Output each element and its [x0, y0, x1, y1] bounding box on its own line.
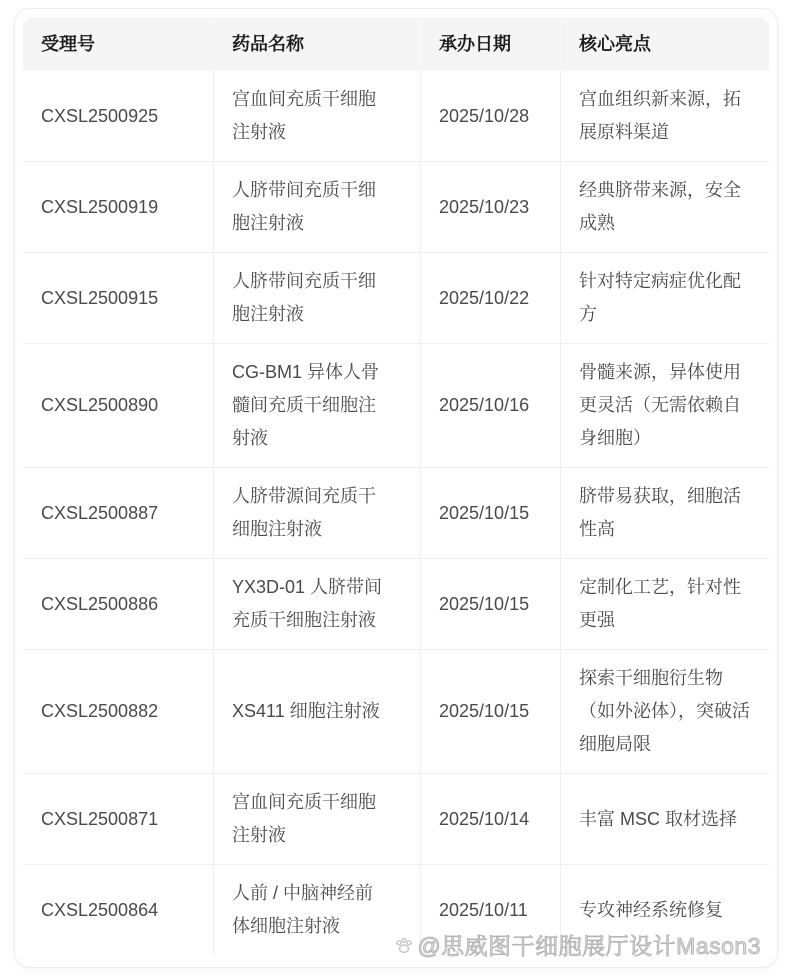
cell-drug-name — [213, 162, 420, 253]
highlight-text: 探索干细胞衍生物（如外泌体），突破活细胞局限 — [579, 668, 750, 754]
cell-drug-name — [213, 344, 420, 468]
drug-name-text: 人脐带源间充质干细胞注射液 — [232, 486, 376, 539]
col-header-acceptance-no: 受理号 — [23, 17, 213, 71]
drug-name-text: 宫血间充质干细胞注射液 — [232, 792, 376, 845]
cell-drug-name — [213, 774, 420, 865]
highlight-text: 专攻神经系统修复 — [579, 899, 723, 920]
highlight-text: 经典脐带来源，安全成熟 — [579, 180, 741, 233]
watermark-text: @思威图干细胞展厅设计Mason3 — [417, 933, 761, 959]
table-row — [23, 774, 769, 865]
drug-name-text: 人脐带间充质干细胞注射液 — [232, 271, 376, 324]
cell-date — [420, 774, 560, 865]
drug-name-text: 人脐带间充质干细胞注射液 — [232, 180, 376, 233]
date-text: 2025/10/23 — [439, 196, 530, 217]
cell-date — [420, 468, 560, 559]
cell-highlight — [560, 559, 769, 650]
highlight-text: 定制化工艺，针对性更强 — [579, 577, 741, 630]
cell-acceptance-no — [23, 253, 213, 344]
cell-highlight — [560, 162, 769, 253]
cell-acceptance-no — [23, 774, 213, 865]
table-row — [23, 559, 769, 650]
table-row — [23, 344, 769, 468]
drug-name-text: XS411 细胞注射液 — [232, 701, 380, 721]
acceptance-no-text: CXSL2500887 — [41, 502, 159, 523]
date-text: 2025/10/15 — [439, 593, 530, 614]
cell-acceptance-no — [23, 559, 213, 650]
date-text: 2025/10/16 — [439, 395, 530, 415]
table-row — [23, 253, 769, 344]
cell-highlight — [560, 344, 769, 468]
acceptance-no-text: CXSL2500864 — [41, 899, 159, 920]
cell-highlight — [560, 253, 769, 344]
highlight-text: 丰富 MSC 取材选择 — [579, 808, 738, 829]
acceptance-no-text: CXSL2500919 — [41, 196, 159, 217]
table-card — [14, 8, 778, 968]
cell-acceptance-no — [23, 865, 213, 955]
cell-acceptance-no — [23, 344, 213, 468]
acceptance-no-text: CXSL2500886 — [41, 593, 159, 614]
table-row — [23, 71, 769, 162]
date-text: 2025/10/22 — [439, 287, 530, 308]
highlight-text: 针对特定病症优化配方 — [579, 271, 741, 324]
table-header-row — [23, 17, 769, 71]
cell-highlight — [560, 865, 769, 955]
cell-date — [420, 71, 560, 162]
cell-drug-name — [213, 253, 420, 344]
drug-name-text: YX3D-01 人脐带间充质干细胞注射液 — [232, 577, 383, 630]
cell-date — [420, 650, 560, 774]
drug-name-text: CG-BM1 异体人骨髓间充质干细胞注射液 — [232, 362, 380, 448]
cell-highlight — [560, 650, 769, 774]
table-row — [23, 468, 769, 559]
cell-date — [420, 162, 560, 253]
acceptance-no-text: CXSL2500915 — [41, 287, 159, 308]
date-text: 2025/10/15 — [439, 502, 530, 523]
col-header-highlight: 核心亮点 — [560, 17, 769, 71]
date-text: 2025/10/28 — [439, 105, 530, 126]
col-header-date: 承办日期 — [420, 17, 560, 71]
cell-drug-name — [213, 559, 420, 650]
table-row — [23, 162, 769, 253]
drug-name-text: 宫血间充质干细胞注射液 — [232, 89, 376, 142]
cell-highlight — [560, 71, 769, 162]
cell-date — [420, 865, 560, 955]
cell-highlight — [560, 468, 769, 559]
cell-drug-name — [213, 865, 420, 955]
highlight-text: 宫血组织新来源，拓展原料渠道 — [579, 89, 741, 142]
applications-table — [23, 17, 769, 955]
acceptance-no-text: CXSL2500871 — [41, 808, 159, 829]
cell-highlight — [560, 774, 769, 865]
table-row — [23, 650, 769, 774]
cell-date — [420, 253, 560, 344]
cell-drug-name — [213, 71, 420, 162]
acceptance-no-text: CXSL2500925 — [41, 105, 159, 126]
acceptance-no-text: CXSL2500890 — [41, 395, 159, 415]
highlight-text: 脐带易获取，细胞活性高 — [579, 486, 741, 539]
cell-acceptance-no — [23, 71, 213, 162]
table-row — [23, 865, 769, 955]
cell-date — [420, 559, 560, 650]
cell-acceptance-no — [23, 650, 213, 774]
cell-drug-name — [213, 468, 420, 559]
table-body — [23, 71, 769, 955]
cell-acceptance-no — [23, 468, 213, 559]
col-header-drug-name: 药品名称 — [213, 17, 420, 71]
cell-date — [420, 344, 560, 468]
cell-acceptance-no — [23, 162, 213, 253]
cell-drug-name — [213, 650, 420, 774]
date-text: 2025/10/15 — [439, 701, 530, 721]
acceptance-no-text: CXSL2500882 — [41, 701, 159, 721]
drug-name-text: 人前 / 中脑神经前体细胞注射液 — [232, 883, 374, 936]
date-text: 2025/10/14 — [439, 808, 530, 829]
date-text: 2025/10/11 — [439, 899, 528, 920]
highlight-text: 骨髓来源，异体使用更灵活（无需依赖自身细胞） — [579, 362, 741, 448]
